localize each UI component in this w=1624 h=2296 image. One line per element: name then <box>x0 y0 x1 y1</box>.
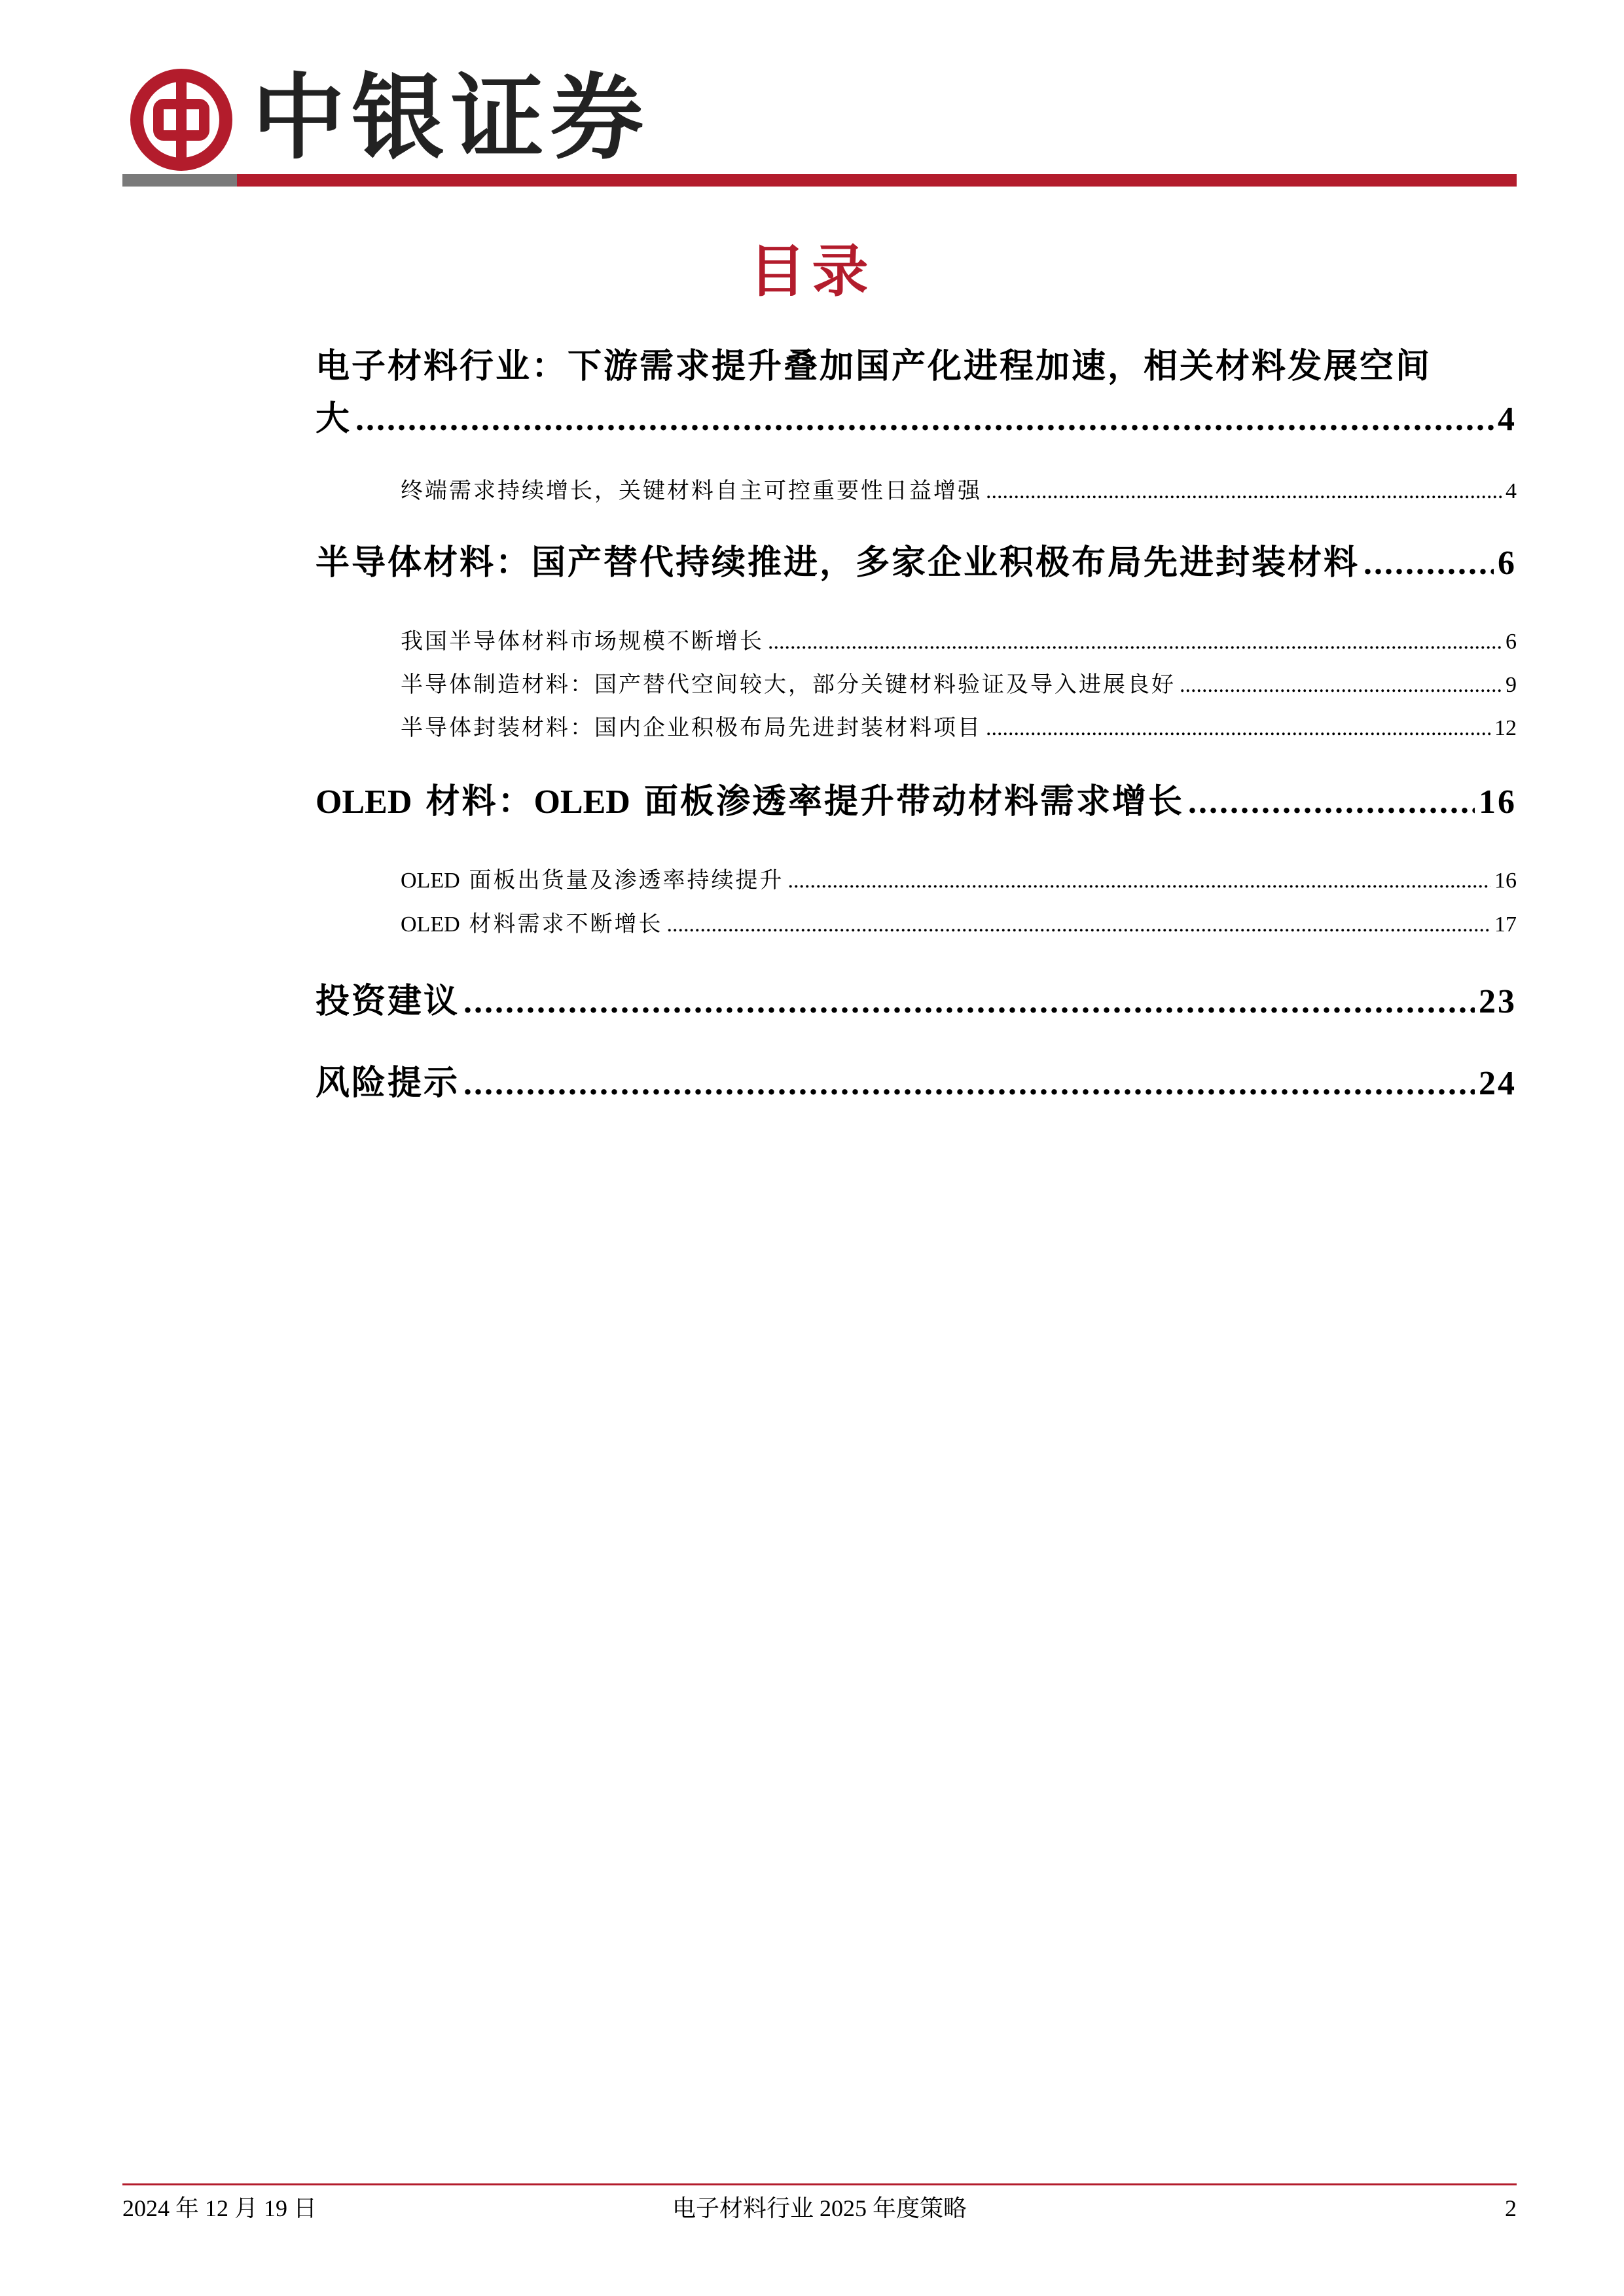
toc-entry-text <box>401 905 662 944</box>
footer-page-number: 2 <box>1505 2195 1517 2221</box>
footer-doc-title: 电子材料行业 2025 年度策略 <box>672 2195 967 2221</box>
toc-entry-latin2: OLED <box>533 783 630 821</box>
toc-page-number: 9 <box>1506 673 1517 697</box>
page-header <box>0 0 1624 190</box>
toc-entry-text <box>316 776 1184 829</box>
toc-entry-manufacturing-materials[interactable] <box>316 665 1517 705</box>
dot-leader <box>1363 537 1494 590</box>
toc-entry-semiconductor-materials[interactable] <box>316 537 1517 590</box>
bank-of-china-logo-icon <box>130 68 233 171</box>
toc-page-number: 23 <box>1479 983 1517 1020</box>
toc-entry-market-size[interactable] <box>316 622 1517 662</box>
toc-entry-text <box>401 861 784 901</box>
toc-entry-text-line2: 大 <box>316 399 352 439</box>
header-bar-red <box>237 174 1517 187</box>
toc-entry-latin: OLED <box>401 912 460 937</box>
toc-entry-text: 半导体制造材料：国产替代空间较大，部分关键材料验证及导入进展良好 <box>401 672 1176 698</box>
toc-entry-risk-warning[interactable] <box>316 1057 1517 1110</box>
page-footer <box>122 2189 1517 2228</box>
toc-entry-text: 投资建议 <box>316 982 460 1021</box>
toc-entry-oled-shipments[interactable] <box>316 861 1517 901</box>
toc-entry-latin: OLED <box>401 869 460 893</box>
toc-page-number: 16 <box>1479 783 1517 821</box>
toc-entry-oled-materials[interactable] <box>316 776 1517 829</box>
toc-page-number: 4 <box>1498 401 1517 438</box>
header-bar-gray <box>122 174 237 187</box>
toc-entry-line2 <box>316 393 1517 446</box>
dot-leader <box>1180 666 1502 705</box>
dot-leader <box>463 976 1475 1028</box>
dot-leader <box>787 861 1490 901</box>
toc-entry-cn: 材料： <box>412 782 534 821</box>
toc-page-number: 6 <box>1506 630 1517 654</box>
toc-entry-investment-advice[interactable] <box>316 975 1517 1028</box>
toc-entry-cn: 材料需求不断增长 <box>460 911 663 937</box>
toc-entry-text-line1: 电子材料行业：下游需求提升叠加国产化进程加速，相关材料发展空间 <box>316 347 1432 386</box>
toc-page-number: 17 <box>1494 912 1517 937</box>
dot-leader <box>666 905 1490 944</box>
footer-date: 2024 年 12 月 19 日 <box>122 2195 317 2221</box>
toc-entry-text: 半导体材料：国产替代持续推进，多家企业积极布局先进封装材料 <box>316 543 1360 583</box>
toc-page-number: 24 <box>1479 1065 1517 1102</box>
toc-entry-oled-demand[interactable] <box>316 905 1517 944</box>
toc-entry-cn: 面板出货量及渗透率持续提升 <box>460 867 784 893</box>
toc-entry-latin: OLED <box>316 783 412 821</box>
toc-entry-packaging-materials[interactable] <box>316 708 1517 748</box>
toc-page-number: 4 <box>1506 479 1517 503</box>
toc-entry-text: 终端需求持续增长，关键材料自主可控重要性日益增强 <box>401 478 982 504</box>
toc-title: 目录 <box>749 239 875 304</box>
dot-leader <box>355 393 1494 446</box>
toc-entry-text: 半导体封装材料：国内企业积极布局先进封装材料项目 <box>401 715 982 741</box>
toc-entry-text: 风险提示 <box>316 1064 460 1103</box>
toc-page-number: 6 <box>1498 545 1517 582</box>
toc-page-number: 16 <box>1494 869 1517 893</box>
toc-page-number: 12 <box>1494 716 1517 740</box>
brand-name: 中银证券 <box>252 63 650 172</box>
toc-entry-industry-overview[interactable] <box>316 340 1517 446</box>
toc-entry-text: 我国半导体材料市场规模不断增长 <box>401 628 764 655</box>
dot-leader <box>986 709 1490 748</box>
dot-leader <box>768 622 1502 662</box>
dot-leader <box>463 1058 1475 1110</box>
footer-rule <box>122 2183 1517 2185</box>
dot-leader <box>986 472 1502 511</box>
dot-leader <box>1188 776 1475 829</box>
toc-entry-demand-growth[interactable] <box>316 471 1517 511</box>
toc-entry-cn2: 面板渗透率提升带动材料需求增长 <box>630 782 1184 821</box>
